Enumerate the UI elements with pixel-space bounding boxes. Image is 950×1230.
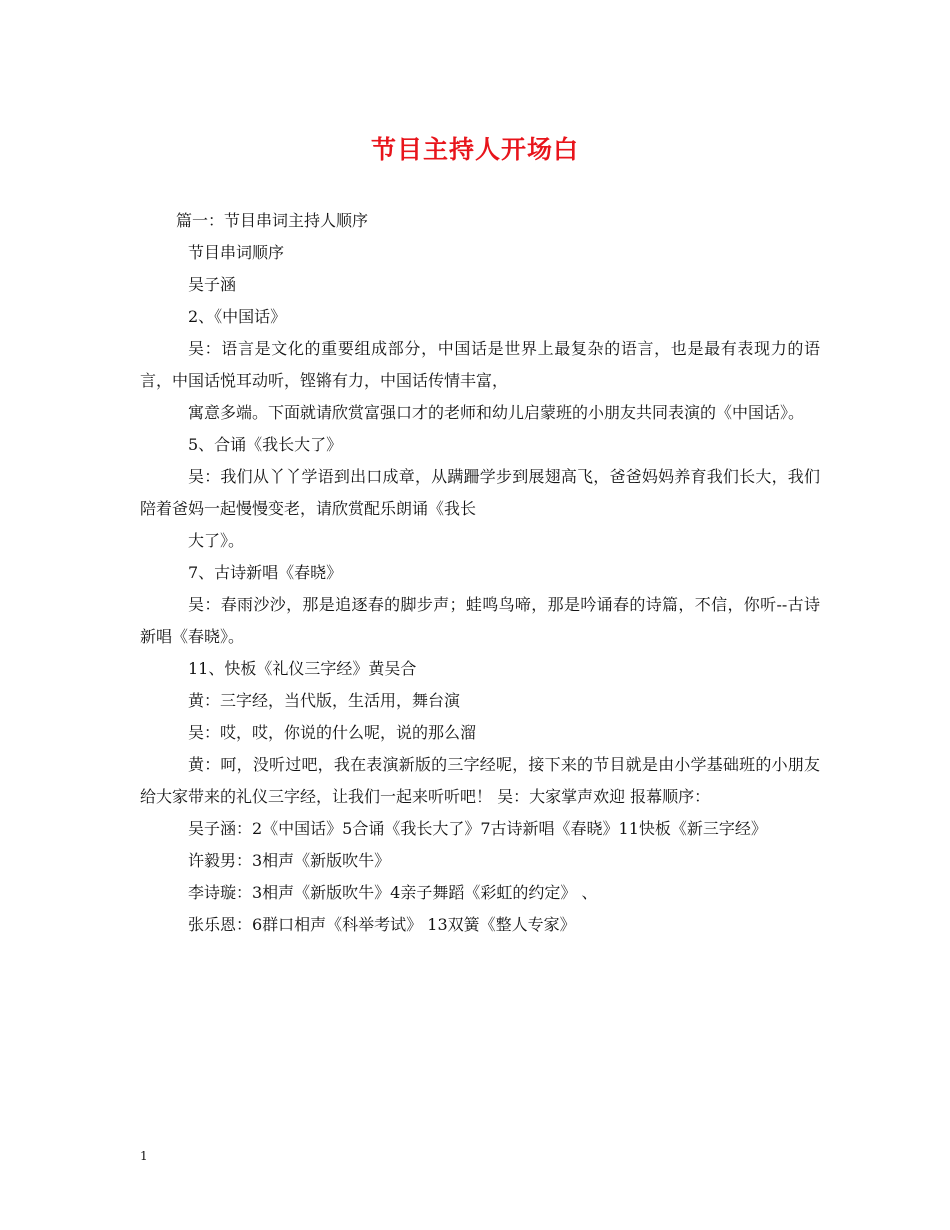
paragraph: 大了》。 xyxy=(188,531,245,550)
paragraph: 吴：我们从丫丫学语到出口成章，从蹒跚学步到展翅高飞，爸爸妈妈养育我们长大，我们陪着爸妈一起慢慢变老，请欣赏配乐朗诵《我长 xyxy=(140,467,820,518)
document-title: 节目主持人开场白 xyxy=(370,135,579,164)
paragraph: 5、合诵《我长大了》 xyxy=(188,435,343,454)
document-body xyxy=(140,205,820,941)
paragraph: 节目串词顺序 xyxy=(188,243,285,262)
paragraph: 张乐恩：6群口相声《科举考试》 13双簧《整人专家》 xyxy=(188,915,576,934)
paragraph: 2、《中国话》 xyxy=(188,307,287,326)
paragraph: 黄：三字经，当代版，生活用，舞台演 xyxy=(188,691,461,710)
paragraph: 许毅男：3相声《新版吹牛》 xyxy=(188,851,391,870)
paragraph: 黄：呵，没听过吧，我在表演新版的三字经呢，接下来的节目就是由小学基础班的小朋友给大家带来的礼仪三字经，让我们一起来听听吧！ 吴：大家掌声欢迎 报幕顺序： xyxy=(140,755,820,806)
paragraph: 李诗璇：3相声《新版吹牛》4亲子舞蹈《彩虹的约定》 、 xyxy=(188,883,598,902)
paragraph: 吴：春雨沙沙，那是追逐春的脚步声；蛙鸣鸟啼，那是吟诵春的诗篇，不信，你听--古诗新唱《春晓》。 xyxy=(140,595,820,646)
paragraph: 吴：哎，哎，你说的什么呢，说的那么溜 xyxy=(188,723,477,742)
page-number: 1 xyxy=(140,1149,148,1163)
paragraph: 篇一：节目串词主持人顺序 xyxy=(176,211,369,230)
paragraph: 吴子涵 xyxy=(188,275,237,294)
paragraph: 吴：语言是文化的重要组成部分，中国话是世界上最复杂的语言，也是最有表现力的语言，中国话悦耳动听，铿锵有力，中国话传情丰富， xyxy=(140,339,820,390)
paragraph: 7、古诗新唱《春晓》 xyxy=(188,563,343,582)
paragraph: 寓意多端。下面就请欣赏富强口才的老师和幼儿启蒙班的小朋友共同表演的《中国话》。 xyxy=(188,403,805,422)
paragraph: 吴子涵：2《中国话》5合诵《我长大了》7古诗新唱《春晓》11快板《新三字经》 xyxy=(188,819,767,838)
paragraph: 11、快板《礼仪三字经》黄吴合 xyxy=(188,659,417,678)
